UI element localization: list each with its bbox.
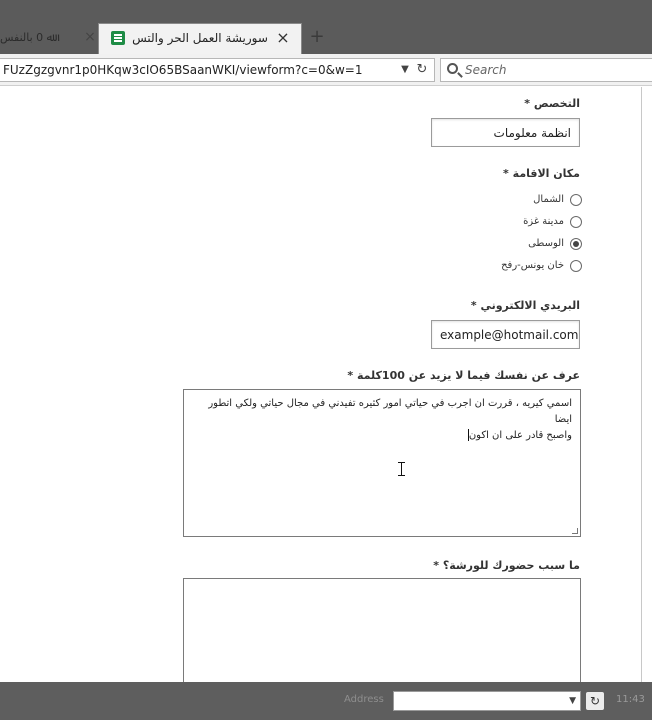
clock: 11:43 — [616, 694, 645, 705]
navigation-bar — [0, 54, 652, 86]
url-dropdown-icon[interactable]: ▼ — [401, 64, 409, 75]
ibeam-cursor-icon — [398, 462, 405, 476]
specialty-value: انظمة معلومات — [493, 126, 571, 140]
tab-close-icon[interactable]: × — [276, 28, 290, 47]
radio-label-khan-younis-rafah: خان يونس-رفح — [501, 260, 564, 271]
radio-label-middle: الوسطى — [528, 238, 564, 249]
residence-label — [503, 167, 580, 180]
search-bar[interactable] — [440, 58, 652, 82]
about-text-line-2 — [192, 428, 572, 444]
url-bar[interactable] — [0, 58, 435, 82]
specialty-label-text: التخصص — [533, 97, 580, 110]
about-label-text: عرف عن نفسك فيما لا يزيد عن 100كلمة — [356, 369, 580, 382]
google-forms-icon — [111, 31, 125, 45]
radio-button[interactable] — [570, 194, 582, 206]
about-required-mark: * — [347, 369, 354, 382]
refresh-icon[interactable]: ↻ — [586, 692, 604, 710]
about-text-line-1: اسمي كيريه ، قررت ان اجرب في حياتي امور كثيره تفيدني في مجال حياتي ولكي اتطور ايضا — [208, 398, 572, 425]
tab-previous-title: ﷲ 0 ﺑﺎﻟﻨﻔﺲ — [0, 31, 54, 44]
url-text[interactable]: FUzZgzgvnr1p0HKqw3cIO65BSaanWKI/viewform?c=0&w=1 — [3, 63, 363, 77]
reason-label — [433, 559, 580, 572]
chevron-down-icon[interactable]: ▼ — [569, 696, 576, 706]
specialty-label — [524, 97, 580, 110]
address-toolbar-input[interactable] — [393, 691, 581, 711]
radio-button[interactable] — [570, 216, 582, 228]
reason-label-text: ما سبب حضورك للورشة؟ — [442, 559, 580, 572]
new-tab-button[interactable]: + — [309, 26, 325, 47]
reload-icon[interactable]: ↻ — [416, 62, 428, 77]
tab-active[interactable] — [98, 23, 302, 54]
radio-button[interactable] — [570, 260, 582, 272]
radio-button-selected[interactable] — [570, 238, 582, 250]
about-textarea[interactable] — [183, 389, 581, 537]
reason-required-mark: * — [433, 559, 439, 572]
radio-label-gaza-city: مدينة غزة — [523, 216, 564, 227]
specialty-required-mark: * — [524, 97, 530, 110]
about-text-line-2-value: واصبح قادر على ان اكون — [468, 430, 572, 441]
tab-previous-close-icon[interactable]: × — [84, 29, 96, 45]
residence-required-mark: * — [503, 167, 509, 180]
email-label — [471, 299, 580, 312]
form-page — [0, 87, 652, 682]
specialty-input[interactable] — [431, 118, 580, 147]
email-field[interactable] — [431, 320, 580, 349]
residence-label-text: مكان الاقامة — [512, 167, 580, 180]
search-icon — [447, 63, 458, 74]
search-placeholder[interactable]: Search — [465, 63, 507, 77]
resize-handle-icon[interactable] — [572, 528, 578, 534]
tab-active-title: سوريشة العمل الحر والتس — [132, 31, 268, 45]
radio-option-middle[interactable] — [520, 236, 582, 252]
about-label — [347, 369, 580, 382]
reason-textarea[interactable] — [183, 578, 581, 688]
radio-option-north[interactable] — [522, 192, 582, 208]
email-required-mark: * — [470, 299, 477, 312]
email-value: example@hotmail.com — [440, 328, 579, 342]
tab-strip — [0, 0, 652, 54]
about-text — [192, 396, 572, 444]
address-toolbar-label: Address — [344, 694, 384, 705]
taskbar — [0, 682, 652, 720]
radio-option-gaza-city[interactable] — [512, 214, 582, 230]
email-label-text: البريدي الالكتروني — [480, 299, 580, 312]
radio-option-khan-younis-rafah[interactable] — [492, 258, 582, 274]
radio-label-north: الشمال — [533, 194, 564, 205]
page-right-border — [641, 87, 642, 682]
